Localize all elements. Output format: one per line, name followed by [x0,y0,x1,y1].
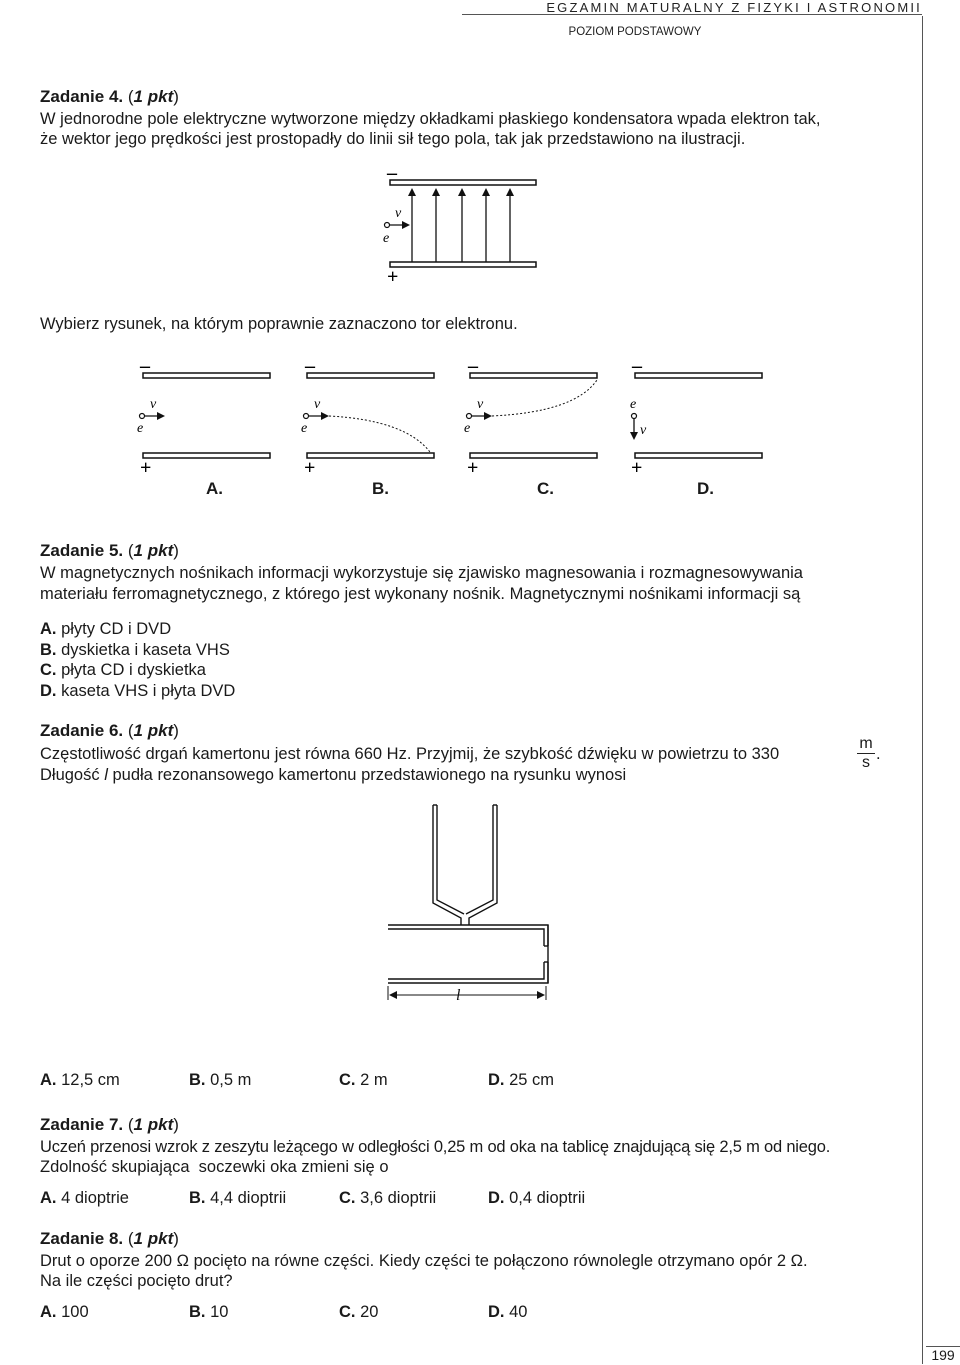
q5-option-a: A. płyty CD i DVD [40,620,172,638]
bottom-plate [307,453,434,458]
option-a-label: A. [206,479,223,498]
top-plate [143,373,270,378]
q7-option-b: B. 4,4 dioptrii [189,1189,287,1207]
top-plate [470,373,597,378]
q7-text-line2: Zdolność skupiająca soczewki oka zmieni się o [40,1158,389,1176]
q5-title [40,541,179,561]
q8-title [40,1229,179,1249]
plus-sign: + [387,266,399,285]
bottom-plate [143,453,270,458]
electron-path-dashed [329,416,430,452]
diagram-a [137,355,270,479]
q6-option-a: A. 12,5 cm [40,1071,120,1089]
electron-path-dashed [492,380,597,416]
electron-label: e [630,397,637,412]
q4-title-text: Zadanie 4. [40,87,124,106]
top-plate [390,180,536,185]
plus-sign: + [631,457,643,479]
q5-option-c: C. płyta CD i dyskietka [40,661,206,679]
electron-label: e [383,231,390,246]
top-plate [635,373,762,378]
velocity-label: v [150,397,157,412]
plus-sign: + [304,457,316,479]
minus-sign: – [468,355,478,377]
answer-diagrams [135,352,775,512]
q5-points: (1 pkt) [127,541,179,560]
diagram-b [301,355,434,479]
q5-option-b: B. dyskietka i kaseta VHS [40,641,230,659]
length-variable: l [104,766,108,784]
exam-level: POZIOM PODSTAWOWY [568,26,702,38]
option-d-label: D. [697,479,714,498]
bottom-plate [635,453,762,458]
diagram-d [630,355,762,479]
q5-text-line2: materiału ferromagnetycznego, z którego jest wykonany nośnik. Magnetycznymi nośnikami informacji są [40,585,801,603]
q7-option-d: D. 0,4 dioptrii [488,1189,586,1207]
q7-text-line1: Uczeń przenosi wzrok z zeszytu leżącego w odległości 0,25 m od oka na tablicę znajdującą się 2,5 m od niego. [40,1138,831,1156]
exam-title: EGZAMIN MATURALNY Z FIZYKI I ASTRONOMII [546,0,922,15]
q6-text-line1: Częstotliwość drgań kamertonu jest równa 660 Hz. Przyjmij, że szybkość dźwięku w powietrzu to 330 [40,745,780,763]
q6-title [40,721,179,741]
q8-text-line2: Na ile części pocięto drut? [40,1272,233,1290]
q8-option-b: B. 10 [189,1303,229,1321]
q6-title-text: Zadanie 6. [40,721,124,740]
q6-unit-fraction [857,736,875,771]
plus-sign: + [140,457,152,479]
plus-sign: + [467,457,479,479]
diagram-c [464,355,597,479]
q4-text-line2: że wektor jego prędkości jest prostopadły do linii sił tego pola, tak jak przedstawiono na ilustracji. [40,130,746,148]
q5-text-line1: W magnetycznych nośnikach informacji wykorzystuje się zjawisko magnesowania i rozmagnesowywania [40,564,803,582]
top-plate [307,373,434,378]
q8-option-a: A. 100 [40,1303,89,1321]
page-number: 199 [926,1346,960,1365]
velocity-label: v [314,397,321,412]
electron-label: e [464,421,471,436]
minus-sign: – [305,355,315,377]
minus-sign: – [387,165,397,184]
q7-points: (1 pkt) [127,1115,179,1134]
electron-dot [385,223,390,228]
q8-option-c: C. 20 [339,1303,379,1321]
q6-option-d: D. 25 cm [488,1071,555,1089]
q4-points: (1 pkt) [127,87,179,106]
q6-option-b: B. 0,5 m [189,1071,252,1089]
length-label: l [456,987,461,1004]
q7-option-c: C. 3,6 dioptrii [339,1189,437,1207]
option-b-label: B. [372,479,389,498]
velocity-label: v [477,397,484,412]
option-c-label: C. [537,479,554,498]
q8-option-d: D. 40 [488,1303,528,1321]
q8-points: (1 pkt) [127,1229,179,1248]
minus-sign: – [632,355,642,377]
q7-title-text: Zadanie 7. [40,1115,124,1134]
electron-label: e [137,421,144,436]
q4-title [40,87,179,107]
q6-unit-end: . [876,745,881,763]
q6-option-c: C. 2 m [339,1071,388,1089]
q5-title-text: Zadanie 5. [40,541,124,560]
q6-points: (1 pkt) [127,721,179,740]
header-divider [462,14,922,15]
right-margin-rule [922,16,923,1364]
bottom-plate [390,262,536,267]
minus-sign: – [140,355,150,377]
q6-text-line2: Długość l pudła rezonansowego kamertonu przedstawionego na rysunku wynosi [40,766,627,784]
q4-question: Wybierz rysunek, na którym poprawnie zaznaczono tor elektronu. [40,315,518,333]
unit-numerator: m [859,735,873,752]
q7-option-a: A. 4 dioptrie [40,1189,129,1207]
electron-label: e [301,421,308,436]
unit-denominator: s [862,754,870,771]
bottom-plate [470,453,597,458]
velocity-label: v [395,206,402,221]
q8-text-line1: Drut o oporze 200 Ω pocięto na równe części. Kiedy części te połączono równolegle otrzymano opór 2 Ω. [40,1252,808,1270]
tuning-fork-diagram [370,800,560,1015]
q7-title [40,1115,179,1135]
q8-title-text: Zadanie 8. [40,1229,124,1248]
capacitor-diagram [370,165,550,285]
q5-option-d: D. kaseta VHS i płyta DVD [40,682,236,700]
resonance-box [388,925,548,983]
q4-text-line1: W jednorodne pole elektryczne wytworzone między okładkami płaskiego kondensatora wpada elektron tak, [40,110,821,128]
velocity-label: v [640,423,647,438]
